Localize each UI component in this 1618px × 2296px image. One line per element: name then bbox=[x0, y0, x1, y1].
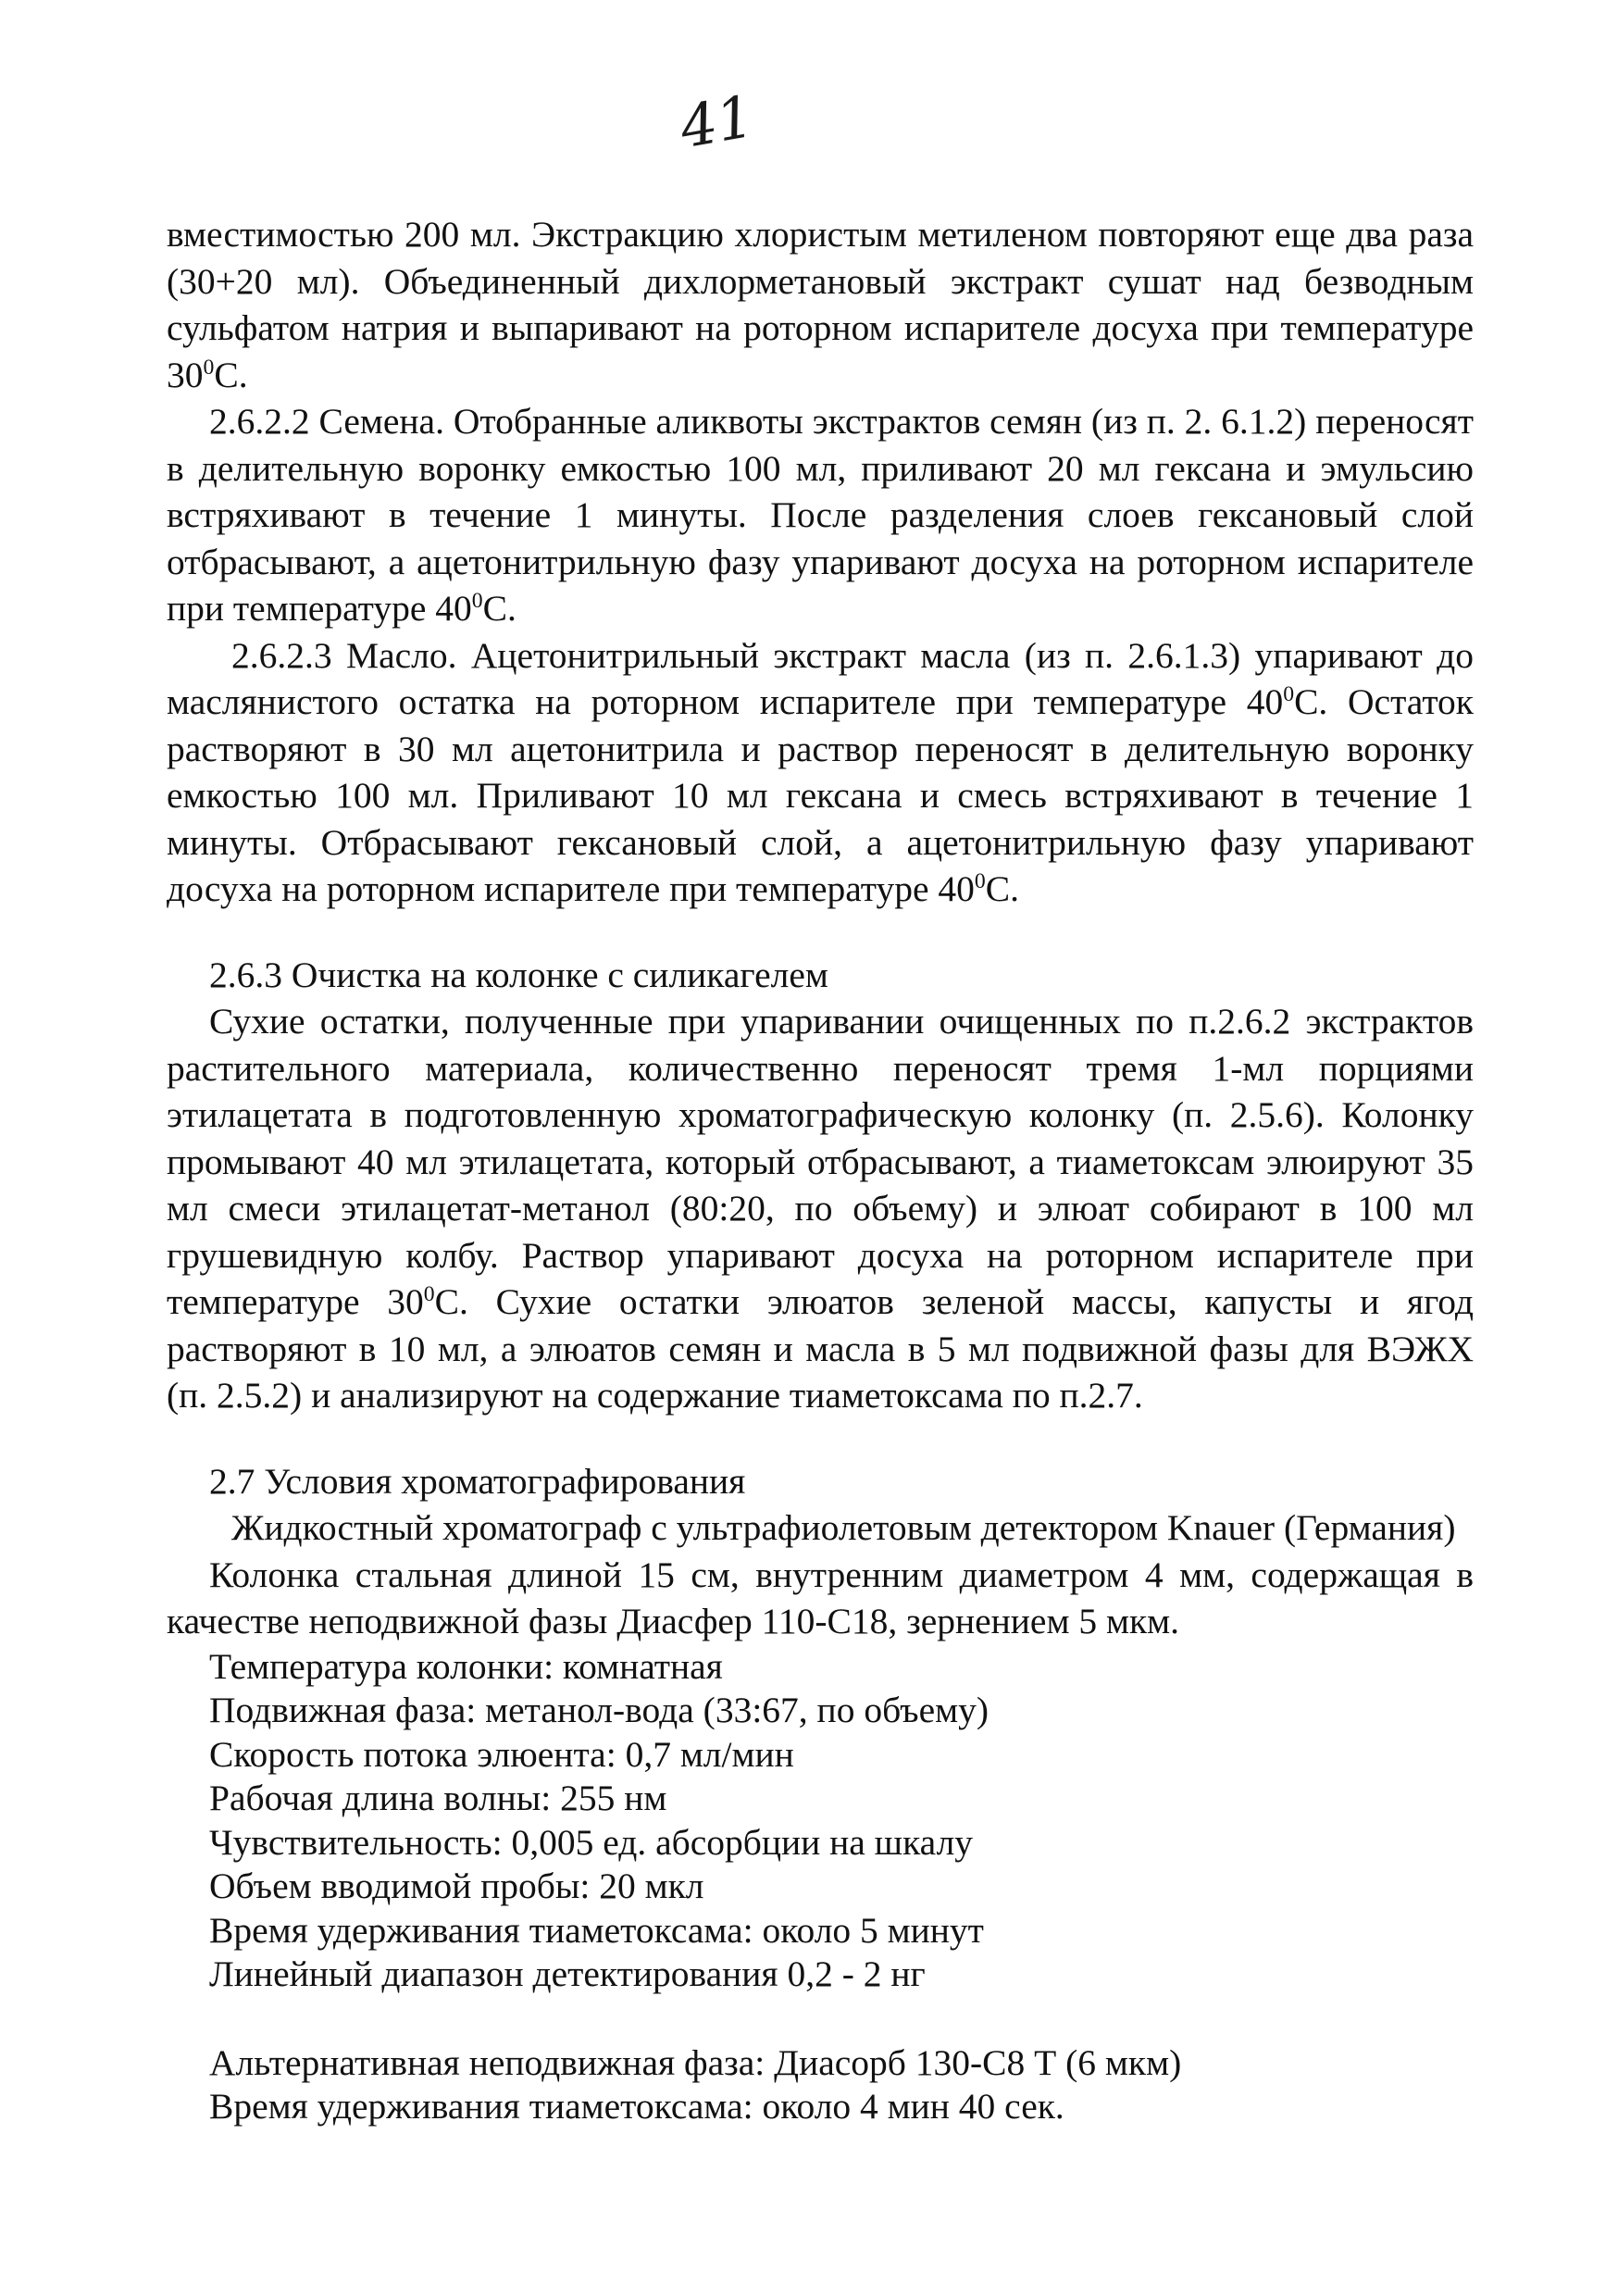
paragraph-extraction: вместимостью 200 мл. Экстракцию хлористым метиленом повторяют еще два раза (30+20 мл). Объединенный дихлорметановый экстракт сушат над безводным сульфатом натрия и выпаривают на роторном испарителе досуха при температуре $30^0С$. bbox=[167, 214, 1474, 395]
condition-item: Подвижная фаза: метанол-вода (33:67, по объему) bbox=[209, 1690, 989, 1730]
condition-item: Линейный диапазон детектирования 0,2 - 2 нг bbox=[209, 1953, 926, 1994]
paragraph-oil: 2.6.2.3 Масло. Ацетонитрильный экстракт масла (из п. 2.6.1.3) упаривают до маслянистого остатка на роторном испарителе при температуре $40^0С$. Остаток растворяют в 30 мл ацетонитрила и раствор переносят в делительную воронку емкостью 100 мл. Приливают 10 мл гексана и смесь встряхивают в течение 1 минуты. Отбрасывают гексановый слой, а ацетонитрильную фазу упаривают досуха на роторном испарителе при температуре $40^0С$. bbox=[167, 634, 1474, 909]
condition-item: Температура колонки: комнатная bbox=[209, 1645, 723, 1687]
page-number: 41 bbox=[675, 81, 759, 162]
alternative-item: Время удерживания тиаметоксама: около 4 мин 40 сек. bbox=[209, 2086, 1064, 2127]
condition-item: Объем вводимой пробы: 20 мкл bbox=[209, 1866, 704, 1906]
conditions-list bbox=[167, 1645, 1474, 1997]
condition-item: Чувствительность: 0,005 ед. абсорбции на шкалу bbox=[209, 1821, 974, 1863]
alternative-phase-list bbox=[167, 2041, 1474, 2129]
paragraph-column: Колонка стальная длиной 15 см, внутренним диаметром 4 мм, содержащая в качестве неподвижной фазы Диасфер 110-С18, зернением 5 мкм. bbox=[167, 1554, 1474, 1641]
paragraph-silica-cleanup: Сухие остатки, полученные при упаривании очищенных по п.2.6.2 экстрактов растительного материала, количественно переносят тремя 1-мл порциями этилацетата в подготовленную хроматографическую колонку (п. 2.5.6). Колонку промывают 40 мл этилацетата, который отбрасывают, а тиаметоксам элюируют 35 мл смеси этилацетат-метанол (80:20, по объему) и элюат собирают в 100 мл грушевидную колбу. Раствор упаривают досуха на роторном испарителе при температуре $30^0С$. Сухие остатки элюатов зеленой массы, капусты и ягод растворяют в 10 мл, а элюатов семян и масла в 5 мл подвижной фазы для ВЭЖХ (п. 2.5.2) и анализируют на содержание тиаметоксама по п.2.7. bbox=[167, 1001, 1474, 1416]
condition-item: Рабочая длина волны: 255 нм bbox=[209, 1778, 667, 1818]
paragraph-seeds: 2.6.2.2 Семена. Отобранные аликвоты экстрактов семян (из п. 2. 6.1.2) переносят в делительную воронку емкостью 100 мл, приливают 20 мл гексана и эмульсию встряхивают в течение 1 минуты. После разделения слоев гексановый слой отбрасывают, а ацетонитрильную фазу упаривают досуха на роторном испарителе при температуре $40^0С$. bbox=[167, 401, 1474, 629]
heading-chromatography-conditions: 2.7 Условия хроматографирования bbox=[209, 1460, 746, 1502]
document-body bbox=[167, 211, 1474, 2129]
alternative-item: Альтернативная неподвижная фаза: Диасорб 130-С8 Т (6 мкм) bbox=[209, 2041, 1182, 2083]
condition-item: Время удерживания тиаметоксама: около 5 минут bbox=[209, 1909, 984, 1951]
paragraph-chromatograph: Жидкостный хроматограф с ультрафиолетовым детектором Knauer (Германия) bbox=[231, 1507, 1456, 1548]
condition-item: Скорость потока элюента: 0,7 мл/мин bbox=[209, 1733, 794, 1775]
heading-silica-cleanup: 2.6.3 Очистка на колонке с силикагелем bbox=[209, 954, 828, 995]
